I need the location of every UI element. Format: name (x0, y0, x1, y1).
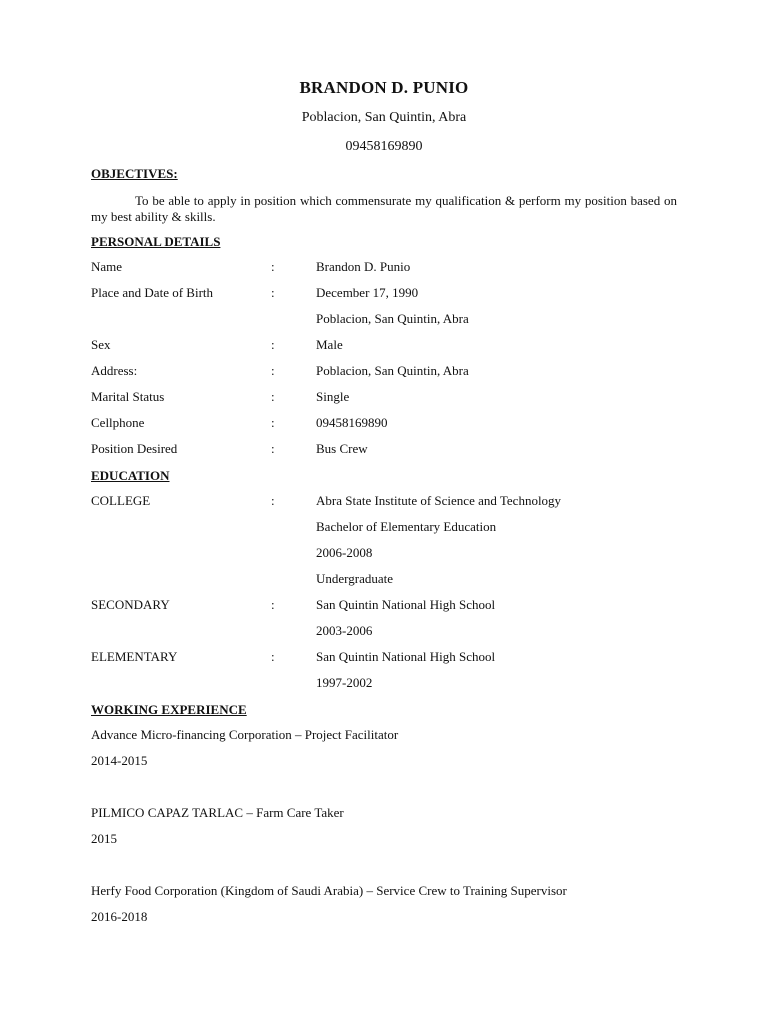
applicant-phone: 09458169890 (345, 139, 423, 154)
row-colon: : (271, 337, 275, 352)
experience-position: Advance Micro-financing Corporation – Project Facilitator (91, 727, 399, 742)
row-colon: : (271, 285, 275, 300)
row-label: COLLEGE (91, 493, 151, 508)
row-value: 2006-2008 (316, 545, 373, 560)
row-colon: : (271, 363, 275, 378)
row-value: 1997-2002 (316, 675, 373, 690)
row-label: SECONDARY (91, 597, 170, 612)
row-value: December 17, 1990 (316, 285, 419, 300)
row-label: Position Desired (91, 441, 178, 456)
row-value: Single (316, 389, 350, 404)
row-colon: : (271, 493, 275, 508)
row-colon: : (271, 441, 275, 456)
applicant-name: BRANDON D. PUNIO (299, 78, 469, 97)
row-label: Cellphone (91, 415, 145, 430)
personal-details-heading: PERSONAL DETAILS (91, 234, 221, 249)
objectives-heading: OBJECTIVES: (91, 166, 178, 181)
row-label: ELEMENTARY (91, 649, 178, 664)
experience-years: 2015 (91, 831, 117, 846)
row-colon: : (271, 389, 275, 404)
row-colon: : (271, 649, 275, 664)
row-label: Name (91, 259, 123, 274)
row-value: Bachelor of Elementary Education (316, 519, 497, 534)
working-experience-heading: WORKING EXPERIENCE (91, 702, 247, 717)
experience-position: PILMICO CAPAZ TARLAC – Farm Care Taker (91, 805, 344, 820)
row-value: Poblacion, San Quintin, Abra (316, 363, 469, 378)
row-value: San Quintin National High School (316, 597, 496, 612)
applicant-address: Poblacion, San Quintin, Abra (301, 110, 467, 125)
row-value: Brandon D. Punio (316, 259, 411, 274)
row-value: 09458169890 (316, 415, 388, 430)
row-value: Male (316, 337, 343, 352)
row-colon: : (271, 597, 275, 612)
row-colon: : (271, 415, 275, 430)
experience-years: 2014-2015 (91, 753, 148, 768)
row-label: Sex (91, 337, 111, 352)
row-value: Abra State Institute of Science and Technology (316, 493, 562, 508)
education-heading: EDUCATION (91, 468, 170, 483)
row-value: 2003-2006 (316, 623, 373, 638)
row-value: San Quintin National High School (316, 649, 496, 664)
row-value: Bus Crew (316, 441, 368, 456)
row-value: Poblacion, San Quintin, Abra (316, 311, 469, 326)
row-colon: : (271, 259, 275, 274)
row-value: Undergraduate (316, 571, 394, 586)
row-label: Address: (91, 363, 138, 378)
row-label: Marital Status (91, 389, 165, 404)
row-label: Place and Date of Birth (91, 285, 214, 300)
objectives-text: To be able to apply in position which commensurate my qualification & perform my position based on my best ability & skills. (91, 193, 677, 224)
experience-position: Herfy Food Corporation (Kingdom of Saudi Arabia) – Service Crew to Training Supervisor (91, 883, 567, 898)
experience-years: 2016-2018 (91, 909, 148, 924)
